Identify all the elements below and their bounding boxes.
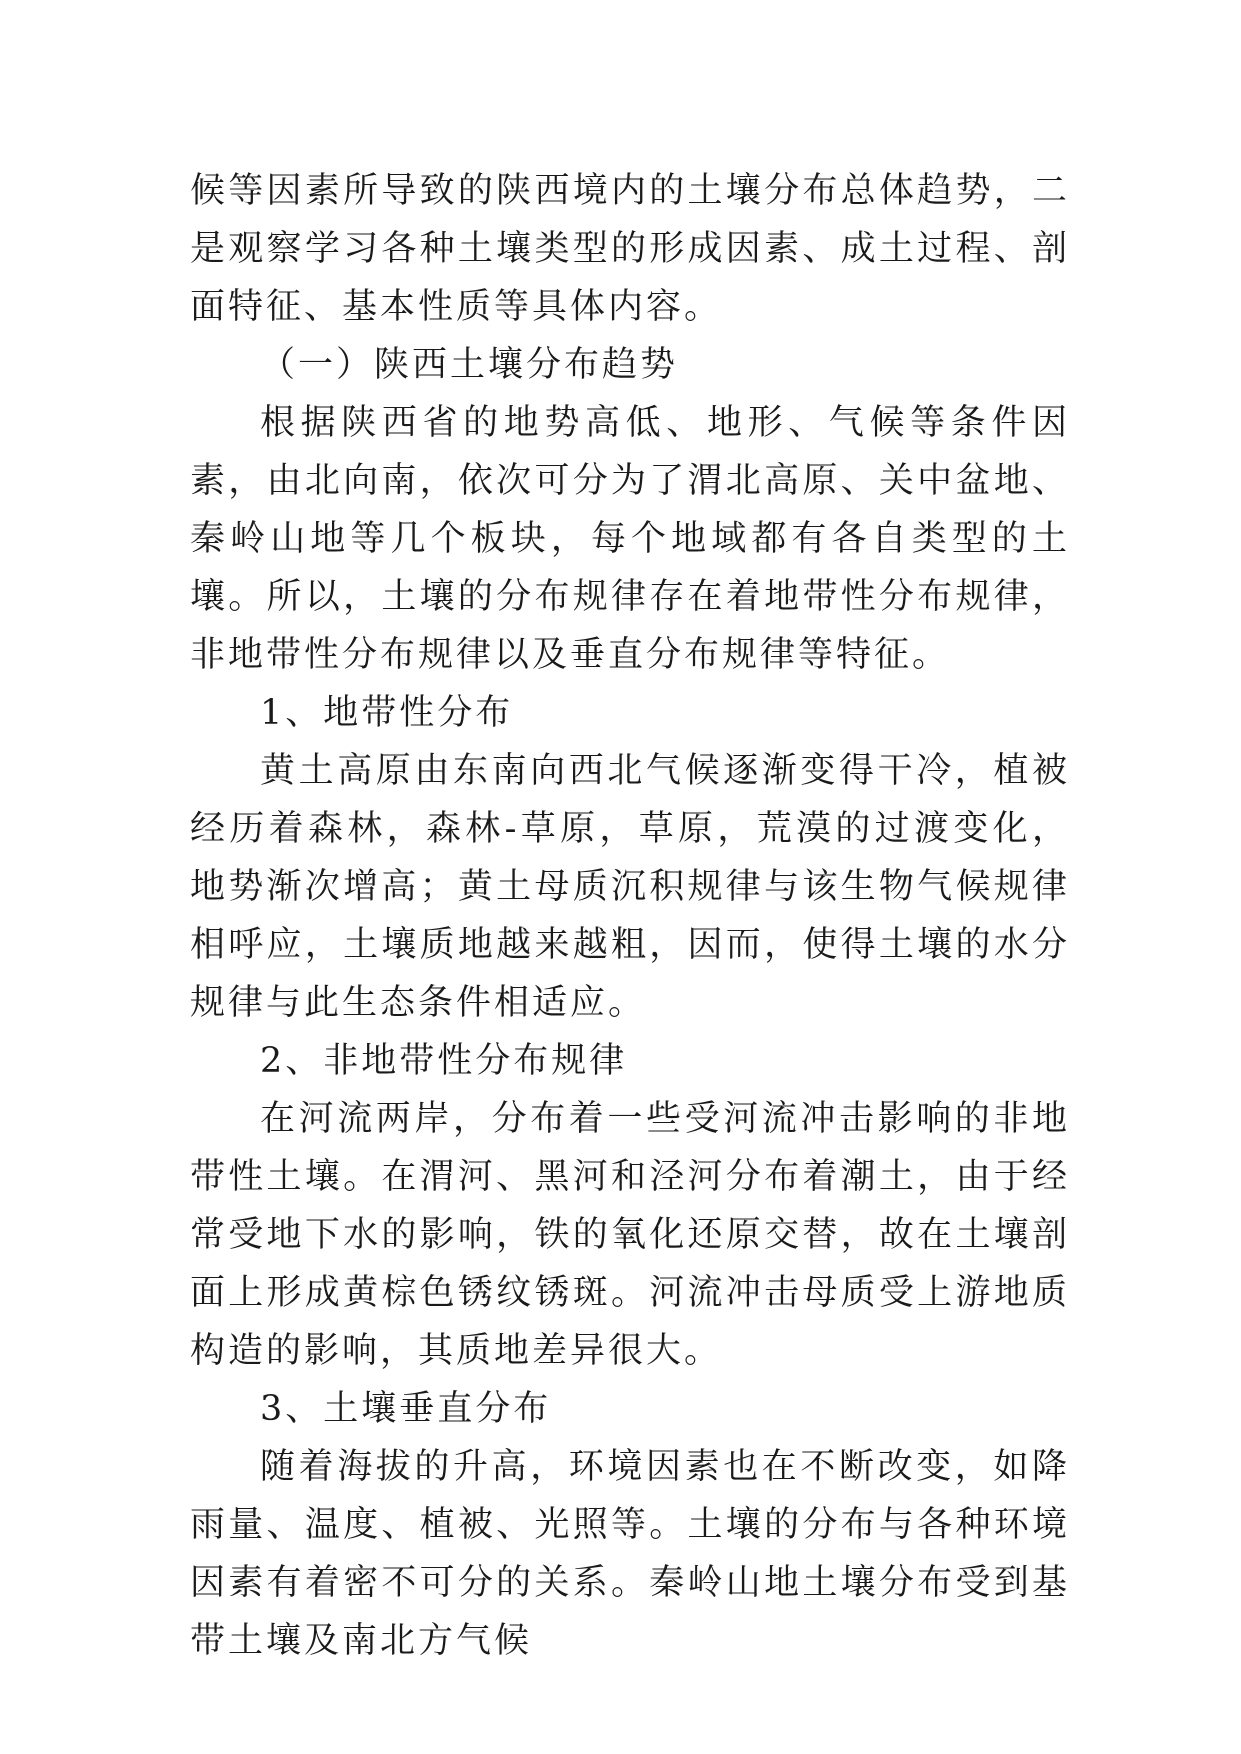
subheading-zonal-distribution: 1、地带性分布 (260, 693, 514, 733)
paragraph-vertical-distribution: 随着海拔的升高，环境因素也在不断改变，如降雨量、温度、植被、光照等。土壤的分布与各种环境因素有着密不可分的关系。秦岭山地土壤分布受到基带土壤及南北方气候 (190, 1447, 1070, 1661)
section-heading-distribution-trend: （一）陕西土壤分布趋势 (260, 345, 679, 385)
paragraph-regional-overview: 根据陕西省的地势高低、地形、气候等条件因素，由北向南，依次可分为了渭北高原、关中盆地、秦岭山地等几个板块，每个地域都有各自类型的土壤。所以，土壤的分布规律存在着地带性分布规律，非地带性分布规律以及垂直分布规律等特征。 (190, 403, 1070, 675)
paragraph-azonal-distribution: 在河流两岸，分布着一些受河流冲击影响的非地带性土壤。在渭河、黑河和泾河分布着潮土，由于经常受地下水的影响，铁的氧化还原交替，故在土壤剖面上形成黄棕色锈纹锈斑。河流冲击母质受上游地质构造的影响，其质地差异很大。 (190, 1099, 1070, 1371)
paragraph-continuation: 候等因素所导致的陕西境内的土壤分布总体趋势，二是观察学习各种土壤类型的形成因素、成土过程、剖面特征、基本性质等具体内容。 (190, 171, 1070, 327)
document-body (190, 162, 1070, 1670)
paragraph-zonal-distribution: 黄土高原由东南向西北气候逐渐变得干冷，植被经历着森林，森林-草原，草原，荒漠的过渡变化，地势渐次增高；黄土母质沉积规律与该生物气候规律相呼应，土壤质地越来越粗，因而，使得土壤的水分规律与此生态条件相适应。 (190, 751, 1070, 1023)
subheading-vertical-distribution: 3、土壤垂直分布 (260, 1389, 552, 1429)
subheading-azonal-distribution: 2、非地带性分布规律 (260, 1041, 628, 1081)
